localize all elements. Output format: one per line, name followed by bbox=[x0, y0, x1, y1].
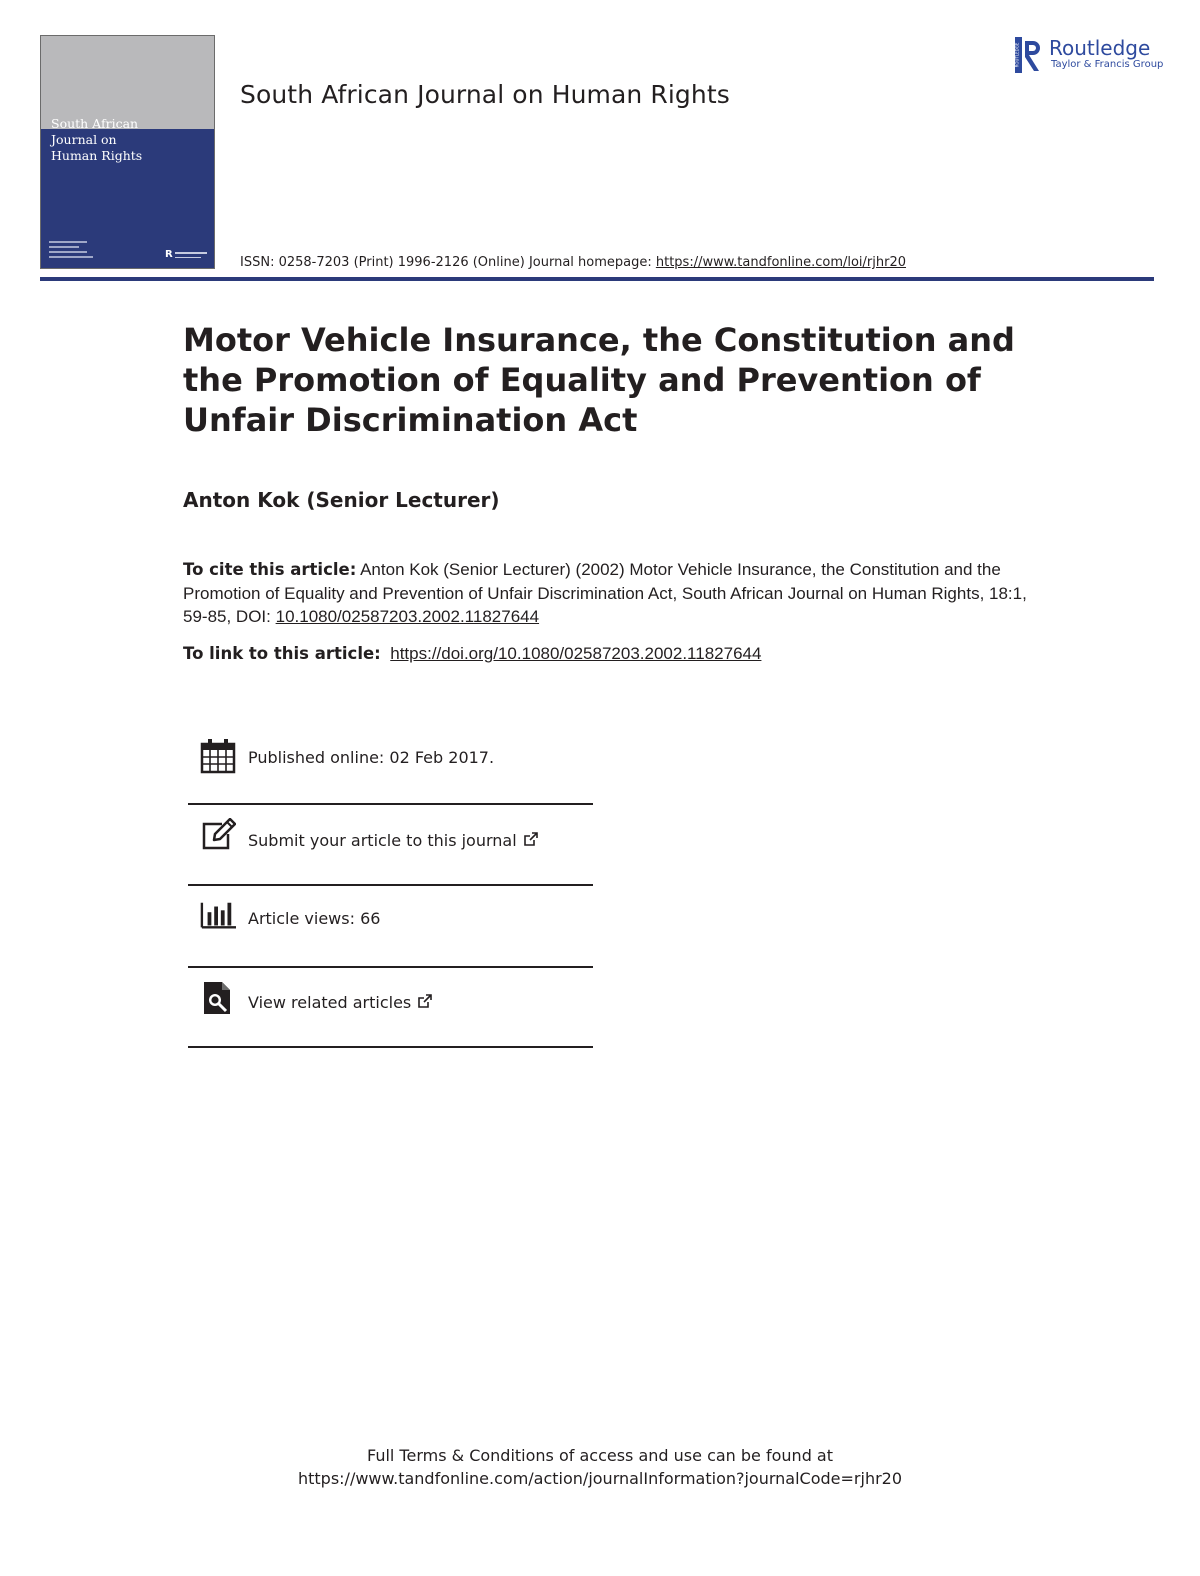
submit-article-label: Submit your article to this journal bbox=[248, 831, 517, 850]
journal-name: South African Journal on Human Rights bbox=[240, 80, 730, 109]
cite-text: Anton Kok (Senior Lecturer) (2002) Motor Vehicle Insurance, the Constitution and the Promotion of Equality and Prevention of Unfair Discrimination Act, South African Journal on Human Rights, 18:1, 59-85, DOI: bbox=[183, 560, 1027, 626]
divider bbox=[188, 803, 593, 805]
cover-decorative-lines bbox=[49, 241, 93, 261]
svg-text:ROUTLEDGE: ROUTLEDGE bbox=[1015, 42, 1020, 68]
journal-homepage-link[interactable]: https://www.tandfonline.com/loi/rjhr20 bbox=[655, 255, 907, 270]
cover-title: South African Journal on Human Rights bbox=[51, 116, 143, 163]
article-doi-url[interactable]: https://doi.org/10.1080/02587203.2002.11827644 bbox=[390, 644, 762, 663]
footer-terms-url[interactable]: https://www.tandfonline.com/action/journalInformation?journalCode=rjhr20 bbox=[297, 1469, 903, 1488]
published-row bbox=[188, 738, 593, 798]
cite-label: To cite this article: bbox=[183, 560, 357, 579]
article-author: Anton Kok (Senior Lecturer) bbox=[183, 488, 500, 512]
header-rule bbox=[40, 277, 1154, 281]
document-search-icon bbox=[200, 980, 236, 1016]
article-views: Article views: 66 bbox=[248, 909, 381, 928]
routledge-name: Routledge bbox=[1049, 36, 1151, 60]
related-articles-link[interactable] bbox=[248, 993, 433, 1012]
bar-chart-icon bbox=[200, 898, 236, 934]
related-row[interactable] bbox=[188, 980, 593, 1040]
citation-block bbox=[183, 558, 1043, 629]
link-label: To link to this article: bbox=[183, 644, 381, 663]
issn-line bbox=[240, 255, 906, 270]
published-online: Published online: 02 Feb 2017. bbox=[248, 748, 495, 767]
routledge-subtitle: Taylor & Francis Group bbox=[1051, 59, 1164, 70]
divider bbox=[188, 884, 593, 886]
doi-link[interactable]: 10.1080/02587203.2002.11827644 bbox=[275, 607, 540, 626]
footer bbox=[0, 1444, 1200, 1490]
article-link-line bbox=[183, 642, 1043, 665]
issn-text: ISSN: 0258-7203 (Print) 1996-2126 (Online) Journal homepage: bbox=[240, 255, 656, 270]
related-articles-label: View related articles bbox=[248, 993, 412, 1012]
submit-row[interactable] bbox=[188, 818, 593, 878]
routledge-r-icon bbox=[1015, 35, 1043, 75]
submit-article-link[interactable] bbox=[248, 831, 539, 850]
footer-terms-text: Full Terms & Conditions of access and use can be found at bbox=[366, 1446, 834, 1465]
calendar-icon bbox=[200, 738, 236, 774]
cover-publisher-logo: R bbox=[165, 249, 209, 261]
external-link-icon bbox=[417, 993, 433, 1009]
divider bbox=[188, 1046, 593, 1048]
edit-icon bbox=[200, 818, 236, 854]
journal-cover bbox=[40, 35, 215, 269]
external-link-icon bbox=[523, 831, 539, 847]
divider bbox=[188, 966, 593, 968]
routledge-logo bbox=[1015, 35, 1165, 77]
views-row bbox=[188, 898, 593, 958]
article-title: Motor Vehicle Insurance, the Constitution and the Promotion of Equality and Prevention of Unfair Discrimination Act bbox=[183, 321, 1015, 439]
